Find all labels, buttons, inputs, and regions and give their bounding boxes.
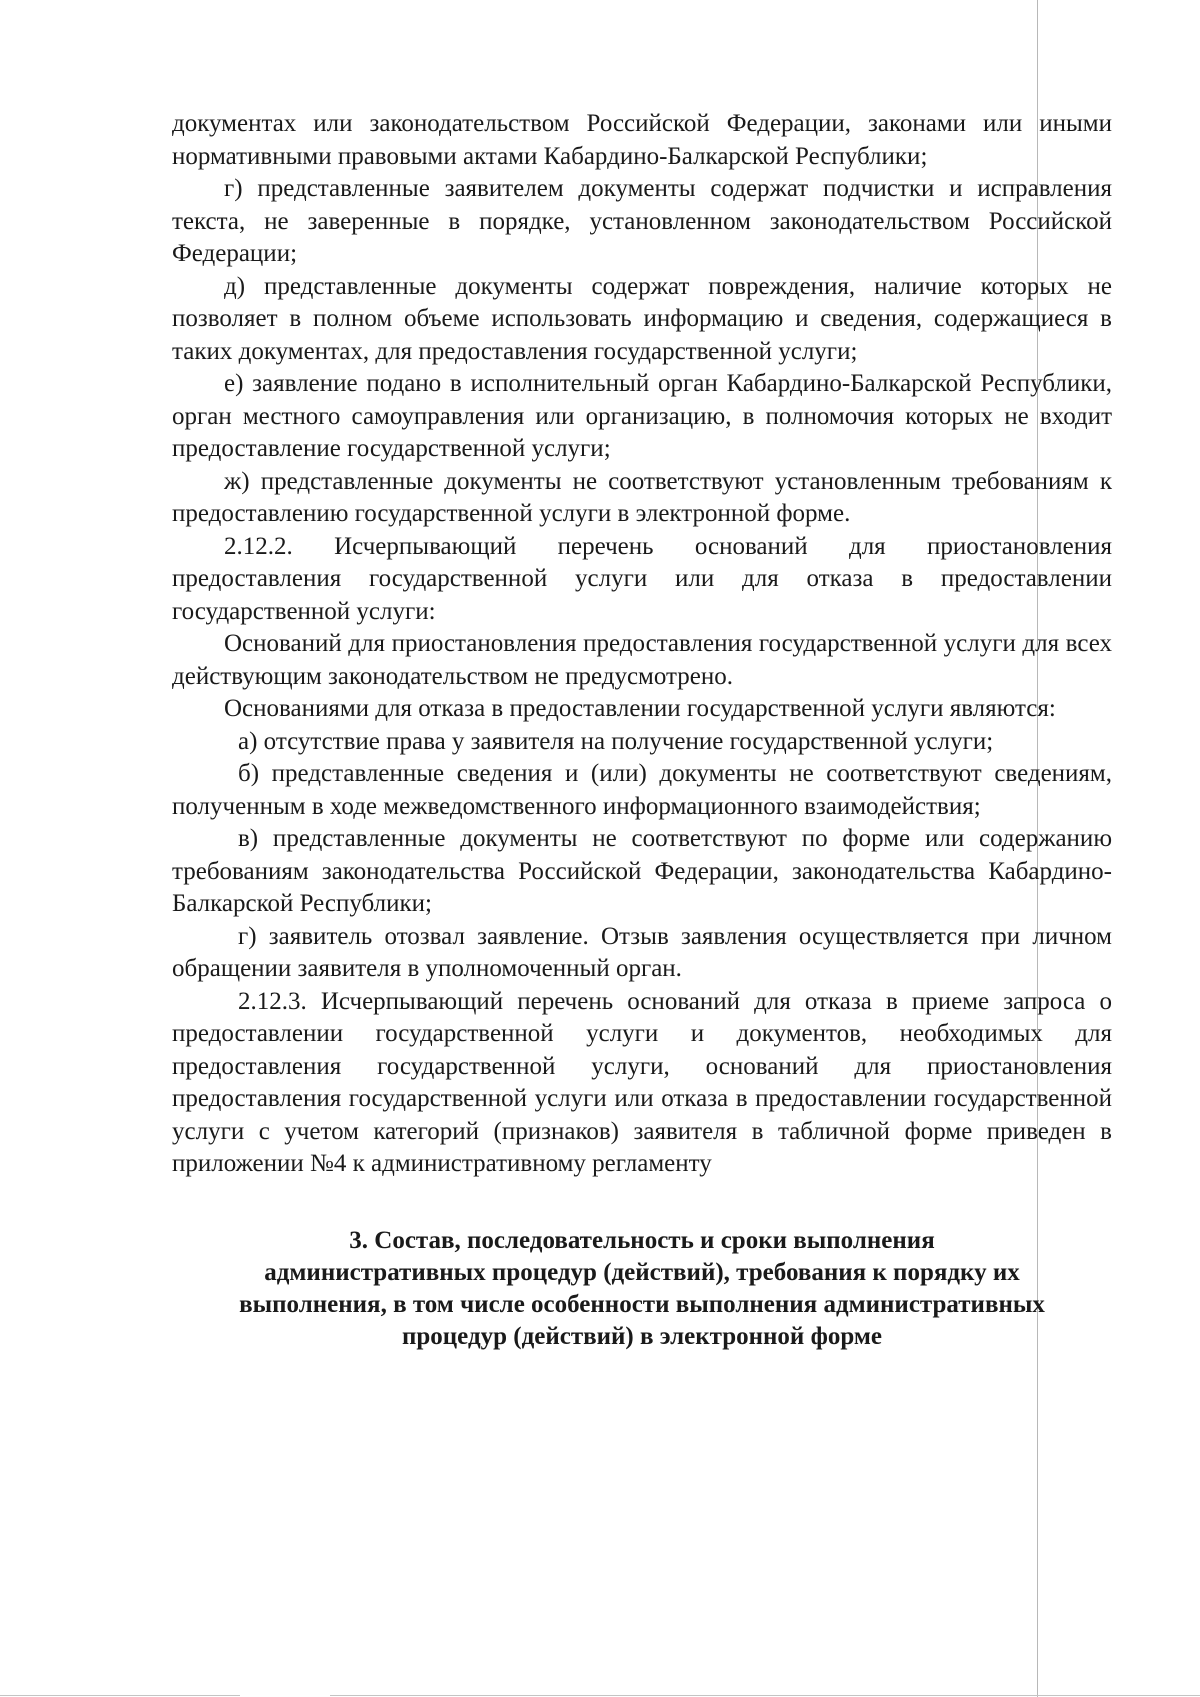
document-page <box>172 108 1112 1353</box>
paragraph-continuation: документах или законодательством Российской Федерации, законами или иными нормативными правовыми актами Кабардино-Балкарской Республики; <box>172 110 1112 170</box>
list-item-b-mismatch: б) представленные сведения и (или) документы не соответствуют сведениям, полученным в ходе межведомственного информационного взаимодействия; <box>172 760 1112 820</box>
section-heading-line: выполнения, в том числе особенности выполнения административных <box>239 1290 1045 1318</box>
list-item-g-withdrawn: г) заявитель отозвал заявление. Отзыв заявления осуществляется при личном обращении заявителя в уполномоченный орган. <box>172 922 1112 982</box>
paragraph-no-suspension: Оснований для приостановления предоставления государственной услуги для всех действующим законодательством не предусмотрено. <box>172 630 1112 690</box>
scan-edge-rule <box>330 1695 1200 1696</box>
section-heading-line: 3. Состав, последовательность и сроки выполнения <box>349 1226 935 1254</box>
paragraph-refusal-grounds: Основаниями для отказа в предоставлении государственной услуги являются: <box>224 695 1056 722</box>
clause-2-12-3: 2.12.3. Исчерпывающий перечень оснований для отказа в приеме запроса о предоставлении государственной услуги и документов, необходимых для предоставления государственной услуги, оснований для приостановления предоставления государственной услуги или отказа в предоставлении государственной услуги с учетом категорий (признаков) заявителя в табличной форме приведен в приложении №4 к административному регламенту <box>172 987 1112 1177</box>
section-heading-line: процедур (действий) в электронной форме <box>401 1322 883 1350</box>
section-heading-line: административных процедур (действий), требования к порядку их <box>264 1258 1020 1286</box>
scan-edge-rule <box>0 1695 240 1696</box>
list-item-g-corrections: г) представленные заявителем документы содержат подчистки и исправления текста, не заверенные в порядке, установленном законодательством Российской Федерации; <box>172 175 1112 267</box>
list-item-e-wrong-authority: е) заявление подано в исполнительный орган Кабардино-Балкарской Республики, орган местного самоуправления или организацию, в полномочия которых не входит предоставление государственной услуги; <box>172 370 1112 462</box>
list-item-a-no-right: а) отсутствие права у заявителя на получение государственной услуги; <box>238 727 994 755</box>
clause-2-12-2: 2.12.2. Исчерпывающий перечень оснований для приостановления предоставления государственной услуги или для отказа в предоставлении государственной услуги: <box>172 532 1112 625</box>
list-item-v-form: в) представленные документы не соответствуют по форме или содержанию требованиям законодательства Российской Федерации, законодательства Кабардино-Балкарской Республики; <box>172 825 1112 917</box>
section-heading <box>172 1225 1112 1353</box>
list-item-d-damage: д) представленные документы содержат повреждения, наличие которых не позволяет в полном объеме использовать информацию и сведения, содержащиеся в таких документах, для предоставления государственной услуги; <box>172 272 1112 365</box>
list-item-zh-electronic-form: ж) представленные документы не соответствуют установленным требованиям к предоставлению государственной услуги в электронной форме. <box>172 467 1112 527</box>
